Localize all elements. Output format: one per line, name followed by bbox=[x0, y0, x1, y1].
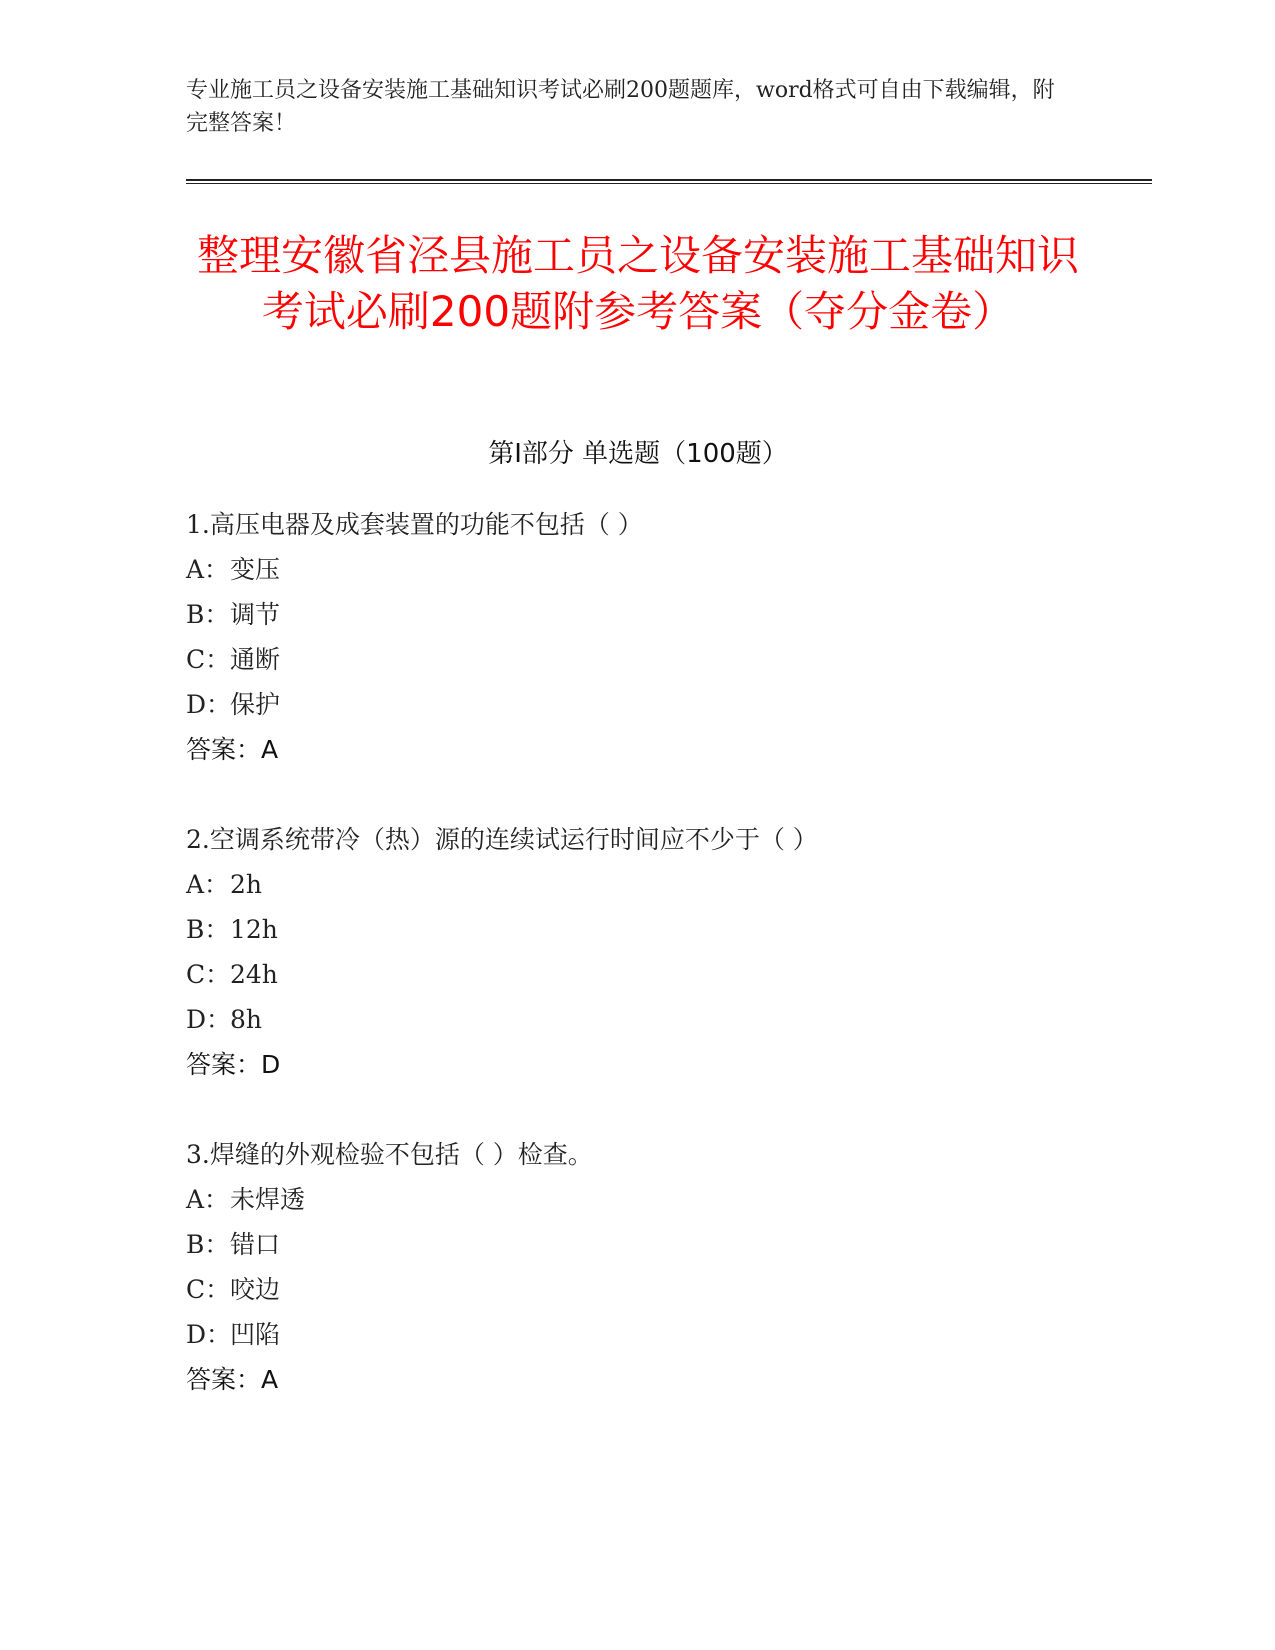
option-key: C： bbox=[186, 645, 231, 674]
option-text: 错口 bbox=[230, 1230, 281, 1259]
option-a bbox=[186, 862, 1086, 907]
option-key: B： bbox=[186, 1230, 230, 1259]
section-heading: 第Ⅰ部分 单选题（100题） bbox=[488, 439, 788, 469]
option-text: 通断 bbox=[230, 645, 281, 674]
option-text: 24h bbox=[230, 960, 278, 989]
option-a bbox=[186, 1177, 1086, 1222]
question-3 bbox=[186, 1132, 1086, 1402]
option-key: D： bbox=[186, 690, 232, 719]
option-a bbox=[186, 547, 1086, 592]
option-key: A： bbox=[186, 870, 230, 899]
option-text: 保护 bbox=[230, 690, 281, 719]
question-stem: 3.焊缝的外观检验不包括（ ）检查。 bbox=[186, 1140, 593, 1169]
option-text: 8h bbox=[230, 1005, 263, 1034]
answer-line: 答案：A bbox=[186, 1365, 279, 1394]
answer-line: 答案：A bbox=[186, 735, 279, 764]
option-text: 变压 bbox=[230, 555, 281, 584]
option-text: 12h bbox=[230, 915, 278, 944]
option-key: A： bbox=[186, 1185, 230, 1214]
option-text: 咬边 bbox=[230, 1275, 281, 1304]
option-key: C： bbox=[186, 960, 231, 989]
option-text: 2h bbox=[230, 870, 263, 899]
option-c bbox=[186, 952, 1086, 997]
option-c bbox=[186, 1267, 1086, 1312]
option-key: D： bbox=[186, 1005, 232, 1034]
option-b bbox=[186, 907, 1086, 952]
option-key: C： bbox=[186, 1275, 231, 1304]
document-title: 整理安徽省泾县施工员之设备安装施工基础知识考试必刷200题附参考答案（夺分金卷） bbox=[196, 231, 1079, 336]
option-text: 调节 bbox=[230, 600, 281, 629]
header-rule-thin bbox=[186, 183, 1152, 184]
option-text: 凹陷 bbox=[230, 1320, 281, 1349]
option-b bbox=[186, 1222, 1086, 1267]
header-note: 专业施工员之设备安装施工基础知识考试必刷200题题库，word格式可自由下载编辑，附完整答案！ bbox=[186, 78, 1055, 136]
question-2 bbox=[186, 817, 1086, 1087]
option-key: B： bbox=[186, 600, 230, 629]
option-key: D： bbox=[186, 1320, 232, 1349]
answer-line: 答案：D bbox=[186, 1050, 281, 1079]
option-key: B： bbox=[186, 915, 230, 944]
option-text: 未焊透 bbox=[230, 1185, 306, 1214]
question-stem: 1.高压电器及成套装置的功能不包括（ ） bbox=[186, 510, 643, 539]
question-stem: 2.空调系统带冷（热）源的连续试运行时间应不少于（ ） bbox=[186, 825, 818, 854]
header-rule-thick bbox=[186, 179, 1152, 181]
option-c bbox=[186, 637, 1086, 682]
option-d bbox=[186, 1312, 1086, 1357]
option-key: A： bbox=[186, 555, 230, 584]
option-d bbox=[186, 682, 1086, 727]
option-d bbox=[186, 997, 1086, 1042]
option-b bbox=[186, 592, 1086, 637]
question-1 bbox=[186, 502, 1086, 772]
